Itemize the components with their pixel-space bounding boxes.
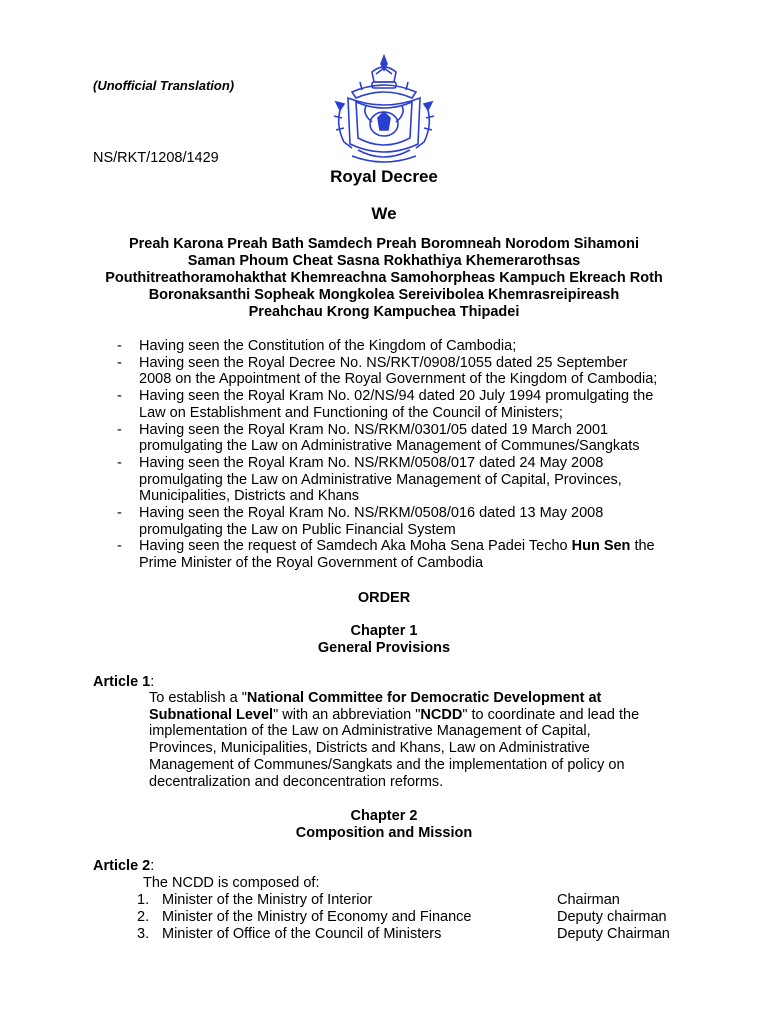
preamble-line: Law on Establishment and Functioning of the Council of Ministers; xyxy=(139,404,563,421)
article-line: decentralization and deconcentration reforms. xyxy=(149,773,444,790)
king-title-line: Saman Phoum Cheat Sasna Rokhathiya Khemerarothsas xyxy=(187,253,581,269)
member-role: Deputy Chairman xyxy=(557,926,670,942)
chapter-title: Composition and Mission xyxy=(295,825,473,841)
preamble-text: the xyxy=(630,538,655,555)
article-2-label xyxy=(93,858,154,874)
prime-minister-name: Hun Sen xyxy=(571,538,631,555)
bullet-dash: - xyxy=(117,421,122,438)
preamble-text: Having seen the request of Samdech Aka Moha Sena Padei Techo xyxy=(139,538,572,555)
preamble-line: 2008 on the Appointment of the Royal Government of the Kingdom of Cambodia; xyxy=(139,371,658,388)
bullet-dash: - xyxy=(117,505,122,522)
member-number: 1. xyxy=(137,892,150,908)
king-title-line: Preah Karona Preah Bath Samdech Preah Boromneah Norodom Sihamoni xyxy=(128,236,640,252)
preamble-line: Having seen the Constitution of the Kingdom of Cambodia; xyxy=(139,338,517,354)
member-list xyxy=(137,892,697,943)
ncdd-abbreviation: NCDD xyxy=(420,706,463,723)
king-title-line: Preahchau Krong Kampuchea Thipadei xyxy=(248,304,520,320)
article-line xyxy=(149,707,689,724)
article-line: Provinces, Municipalities, Districts and Khans, Law on Administrative xyxy=(149,740,590,757)
article-1-body xyxy=(149,690,689,790)
unofficial-translation-note: (Unofficial Translation) xyxy=(93,78,235,93)
member-row xyxy=(137,892,697,909)
bullet-dash: - xyxy=(117,388,122,405)
preamble-line xyxy=(139,538,713,555)
preamble-item xyxy=(93,355,713,388)
member-position: Minister of the Ministry of Economy and Finance xyxy=(162,909,472,925)
member-number: 2. xyxy=(137,909,150,925)
article-text: " to coordinate and lead the xyxy=(462,706,640,723)
decree-reference-number: NS/RKT/1208/1429 xyxy=(93,150,219,166)
committee-name-cont: Subnational Level xyxy=(149,706,274,723)
article-line: Management of Communes/Sangkats and the implementation of policy on xyxy=(149,756,625,773)
article-text: " with an abbreviation " xyxy=(273,706,421,723)
member-position: Minister of the Ministry of Interior xyxy=(162,892,373,908)
document-title: Royal Decree xyxy=(330,167,438,186)
preamble-item xyxy=(93,505,713,538)
bullet-dash: - xyxy=(117,354,122,371)
chapter-label: Chapter 2 xyxy=(350,808,418,824)
bullet-dash: - xyxy=(117,454,122,471)
preamble-line: Having seen the Royal Kram No. 02/NS/94 dated 20 July 1994 promulgating the xyxy=(139,388,654,405)
preamble-line: promulgating the Law on Administrative Management of Capital, Provinces, xyxy=(139,471,622,488)
article-label-text: Article 2 xyxy=(93,858,151,874)
member-role: Chairman xyxy=(557,892,620,908)
preamble-line: Having seen the Royal Kram No. NS/RKM/0508/016 dated 13 May 2008 xyxy=(139,505,604,522)
preamble-line: Prime Minister of the Royal Government of Cambodia xyxy=(139,555,484,572)
article-colon: : xyxy=(150,674,155,690)
preamble-line: Municipalities, Districts and Khans xyxy=(139,488,360,505)
member-position: Minister of Office of the Council of Ministers xyxy=(162,926,442,942)
preamble-list xyxy=(93,338,713,572)
member-row xyxy=(137,909,697,926)
preamble-item xyxy=(93,538,713,571)
article-colon: : xyxy=(150,858,155,874)
king-title-line: Boronaksanthi Sopheak Mongkolea Sereivibolea Khemrasreipireash xyxy=(148,287,620,303)
composition-intro: The NCDD is composed of: xyxy=(143,875,320,891)
preamble-line: Having seen the Royal Kram No. NS/RKM/0508/017 dated 24 May 2008 xyxy=(139,454,604,471)
preamble-item xyxy=(93,338,713,355)
article-line: implementation of the Law on Administrative Management of Capital, xyxy=(149,723,591,740)
king-title-line: Pouthitreathoramohakthat Khemreachna Samohorpheas Kampuch Ekreach Roth xyxy=(105,270,663,286)
bullet-dash: - xyxy=(117,538,122,555)
chapter-title: General Provisions xyxy=(317,640,451,656)
article-line xyxy=(149,690,689,707)
chapter-label: Chapter 1 xyxy=(350,623,418,639)
preamble-line: Having seen the Royal Kram No. NS/RKM/0301/05 dated 19 March 2001 xyxy=(139,421,609,438)
chapter-1-heading xyxy=(0,623,768,657)
preamble-item xyxy=(93,455,713,505)
bullet-dash: - xyxy=(117,338,122,354)
committee-name: National Committee for Democratic Development at xyxy=(246,690,602,706)
chapter-2-heading xyxy=(0,808,768,842)
preamble-line: Having seen the Royal Decree No. NS/RKT/0908/1055 dated 25 September xyxy=(139,354,628,371)
preamble-line: promulgating the Law on Administrative Management of Communes/Sangkats xyxy=(139,438,640,455)
article-text: To establish a " xyxy=(149,690,247,706)
order-heading: ORDER xyxy=(357,590,411,606)
preamble-item xyxy=(93,388,713,421)
member-number: 3. xyxy=(137,926,150,942)
article-label-text: Article 1 xyxy=(93,674,151,690)
member-row xyxy=(137,926,697,943)
article-1-label xyxy=(93,674,154,690)
member-role: Deputy chairman xyxy=(557,909,667,925)
we-heading: We xyxy=(371,204,397,223)
preamble-line: promulgating the Law on Public Financial System xyxy=(139,521,456,538)
preamble-item xyxy=(93,422,713,455)
king-title-block xyxy=(0,236,768,321)
royal-arms-emblem xyxy=(332,52,436,168)
